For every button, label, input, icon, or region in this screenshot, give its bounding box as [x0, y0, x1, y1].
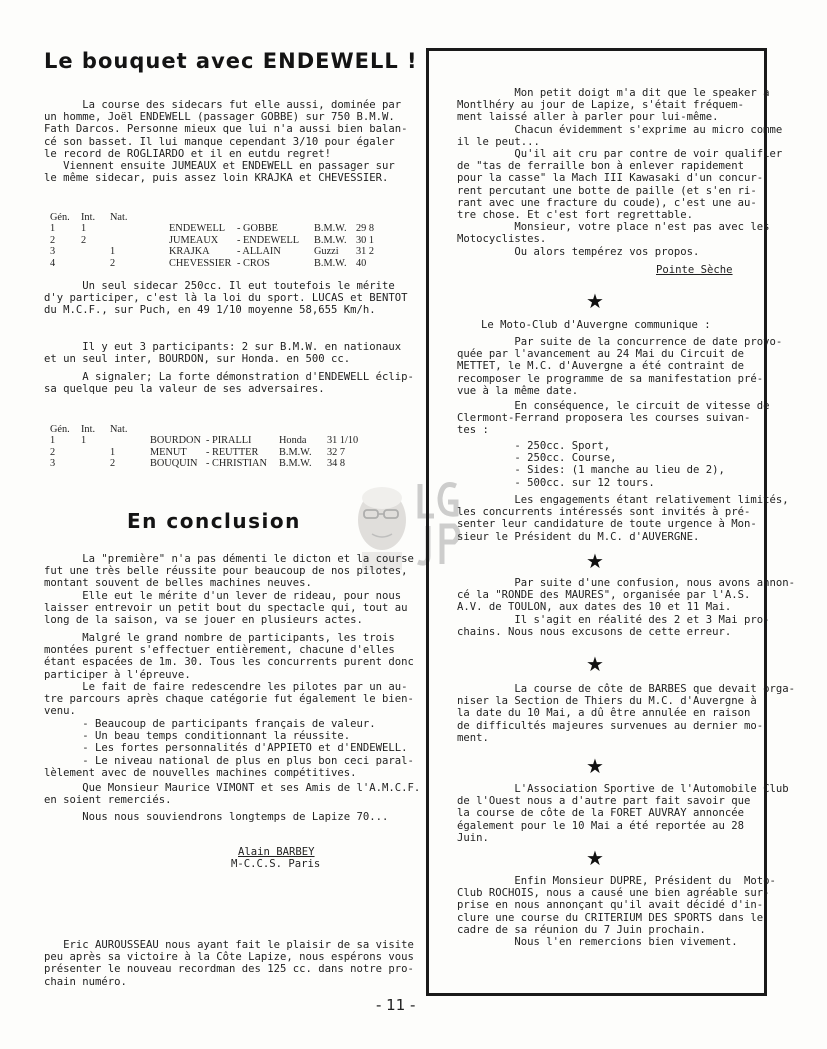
- foret-auvray-paragraph: L'Association Sportive de l'Automobile Club de l'Ouest nous a d'autre part fait savoir que la course de côte de la FORET AUVRAY annoncée également pour le 10 Mai a été reportée au 28 Juin.: [457, 783, 789, 844]
- author-name: Alain BARBEY: [238, 846, 315, 858]
- auvergne-race-list: - 250cc. Sport, - 250cc. Course, - Sides: (1 manche au lieu de 2), - 500cc. sur 12 tours.: [514, 440, 725, 489]
- sidecar-500-results-table: [50, 424, 358, 470]
- table-header-row: [50, 424, 358, 435]
- aurousseau-paragraph: Eric AUROUSSEAU nous ayant fait le plaisir de sa visite peu après sa victoire à la Côte Lapize, nous espérons vous présenter le nouveau recordman des 125 cc. dans notre pro- chain numéro.: [44, 939, 414, 988]
- table-row: 1 1 ENDEWELL - GOBBE B.M.W. 29 8: [50, 223, 375, 235]
- barbes-paragraph: La course de côte de BARBES que devait orga- niser la Section de Thiers du M.C. d'Auvergne à la date du 10 Mai, a dû être annulée en raison de difficultés majeures survenues au dernier mo- ment.: [457, 683, 796, 744]
- table-row: 2 2 JUMEAUX - ENDEWELL B.M.W. 30 1: [50, 234, 375, 246]
- closing-paragraph: Nous nous souviendrons longtemps de Lapize 70...: [44, 811, 389, 823]
- signature-pointe-seche: Pointe Sèche: [656, 264, 733, 276]
- col-header-nat: Nat.: [110, 212, 128, 223]
- dupre-paragraph: Enfin Monsieur DUPRE, Président du Moto- Club ROCHOIS, nous a causé une bien agréable sur- prise en nous annonçant qu'il avait décidé d'in- clure une course du CRITERIUM DES SPORTS dans le cadre de sa réunion du 7 Juin prochain. Nous l'en remercions bien vivement.: [457, 875, 776, 949]
- sidecar-750-results-table: [50, 212, 374, 269]
- table-header-row: [50, 212, 374, 223]
- star-separator-icon: ★: [586, 289, 604, 313]
- speaker-paragraph-2: Qu'il ait cru par contre de voir qualifier de "tas de ferraille bon à enlever rapidement pour la casse" la Mach III Kawasaki d'un concur- rent percutant une botte de paille (et s'en ri- rant avec une fracture du coude), c'est une au- tre chose. Et c'est fort regrettable. Monsieur, votre place n'est pas avec les Motocyclistes. Ou alors tempérez vos propos.: [457, 148, 783, 258]
- bullet-list: - Beaucoup de participants français de valeur. - Un beau temps conditionnant la réussite. - Les fortes personnalités d'APPIETO et d'ENDEWELL. - Le niveau national de plus en plus bon ceci paral- lèlement avec de nouvelles machines compétitives.: [44, 718, 414, 779]
- star-separator-icon: ★: [586, 846, 604, 870]
- conclusion-paragraph-1: La "première" n'a pas démenti le dicton et la course fut une très belle réussite pour beaucoup de nos pilotes, montant souvent de belles machines neuves. Elle eut le mérite d'un lever de rideau, pour nous laisser entrevoir un petit bout du spectacle qui, tout au long de la saison, va se jouer en plusieurs actes.: [44, 553, 414, 627]
- table-row: 2 1 MENUT - REUTTER B.M.W. 32 7: [50, 446, 346, 458]
- col-header-nat: Nat.: [110, 424, 128, 435]
- star-separator-icon: ★: [586, 652, 604, 676]
- auvergne-heading: Le Moto-Club d'Auvergne communique :: [481, 319, 711, 331]
- col-header-gen: Gén.: [50, 424, 70, 435]
- note-paragraph: A signaler; La forte démonstration d'ENDEWELL éclip- sa quelque peu la valeur de ses adversaires.: [44, 371, 414, 396]
- col-header-int: Int.: [81, 212, 96, 223]
- ronde-maures-paragraph: Par suite d'une confusion, nous avons annon- cé la "RONDE des MAURES", organisée par l'A.S. A.V. de TOULON, aux dates des 10 et 11 Mai. Il s'agit en réalité des 2 et 3 Mai pro- chains. Nous nous excusons de cette erreur.: [457, 577, 796, 638]
- author-club: M-C.C.S. Paris: [231, 858, 321, 870]
- thanks-paragraph: Que Monsieur Maurice VIMONT et ses Amis de l'A.M.C.F. en soient remerciés.: [44, 782, 421, 807]
- col-header-gen: Gén.: [50, 212, 70, 223]
- intro-paragraph: La course des sidecars fut elle aussi, dominée par un homme, Joël ENDEWELL (passager GOBBE) sur 750 B.M.W. Fath Darcos. Personne mieux que lui n'a aussi bien balan- cé son basset. Il lui manque cependant 3/10 pour égaler le record de ROGLIARDO et il en eutdu regret! Viennent ensuite JUMEAUX et ENDEWELL en passager sur le même sidecar, puis assez loin KRAJKA et CHEVESSIER.: [44, 99, 408, 185]
- star-separator-icon: ★: [586, 754, 604, 778]
- table-row: 3 1 KRAJKA - ALLAIN Guzzi 31 2: [50, 246, 375, 258]
- star-separator-icon: ★: [586, 549, 604, 573]
- auvergne-paragraph-3: Les engagements étant relativement limités, les concurrents intéressés sont invités à pré- senter leur candidature de toute urgence à Mon- sieur le Président du M.C. d'AUVERGNE.: [457, 494, 789, 543]
- speaker-paragraph-1: Mon petit doigt m'a dit que le speaker à Montlhéry au jour de Lapize, s'était fréquem- ment laissé aller à parler pour lui-même. Chacun évidemment s'exprime au micro comme il le peut...: [457, 87, 783, 148]
- section-title: En conclusion: [127, 509, 301, 533]
- conclusion-paragraph-2: Malgré le grand nombre de participants, les trois montées purent s'effectuer entièrement, chacune d'elles étant espacées de 1m. 30. Tous les concurrents purent donc participer à l'épreuve. Le fait de faire redescendre les pilotes par un au- tre parcours après chaque catégorie fut également le bien- venu.: [44, 632, 414, 718]
- col-header-int: Int.: [81, 424, 96, 435]
- article-title: Le bouquet avec ENDEWELL !: [44, 49, 418, 73]
- sidecar-250-paragraph: Un seul sidecar 250cc. Il eut toutefois le mérite d'y participer, c'est là la loi du sport. LUCAS et BENTOT du M.C.F., sur Puch, en 49 1/10 moyenne 58,655 Km/h.: [44, 280, 408, 317]
- table-row: 1 1 BOURDON - PIRALLI Honda 31 1/10: [50, 435, 359, 447]
- table-row: 4 2 CHEVESSIER - CROS B.M.W. 40: [50, 257, 367, 269]
- auvergne-paragraph-1: Par suite de la concurrence de date provo- quée par l'avancement au 24 Mai du Circuit de METTET, le M.C. d'Auvergne a été contraint de recomposer le programme de sa manifestation pré- vue à la même date.: [457, 336, 783, 397]
- page-number: - 11 -: [376, 996, 416, 1014]
- table-row: 3 2 BOUQUIN - CHRISTIAN B.M.W. 34 8: [50, 458, 346, 470]
- 500cc-paragraph: Il y eut 3 participants: 2 sur B.M.W. en nationaux et un seul inter, BOURDON, sur Honda. en 500 cc.: [44, 341, 402, 366]
- auvergne-paragraph-2: En conséquence, le circuit de vitesse de Clermont-Ferrand proposera les courses suivan- tes :: [457, 400, 770, 437]
